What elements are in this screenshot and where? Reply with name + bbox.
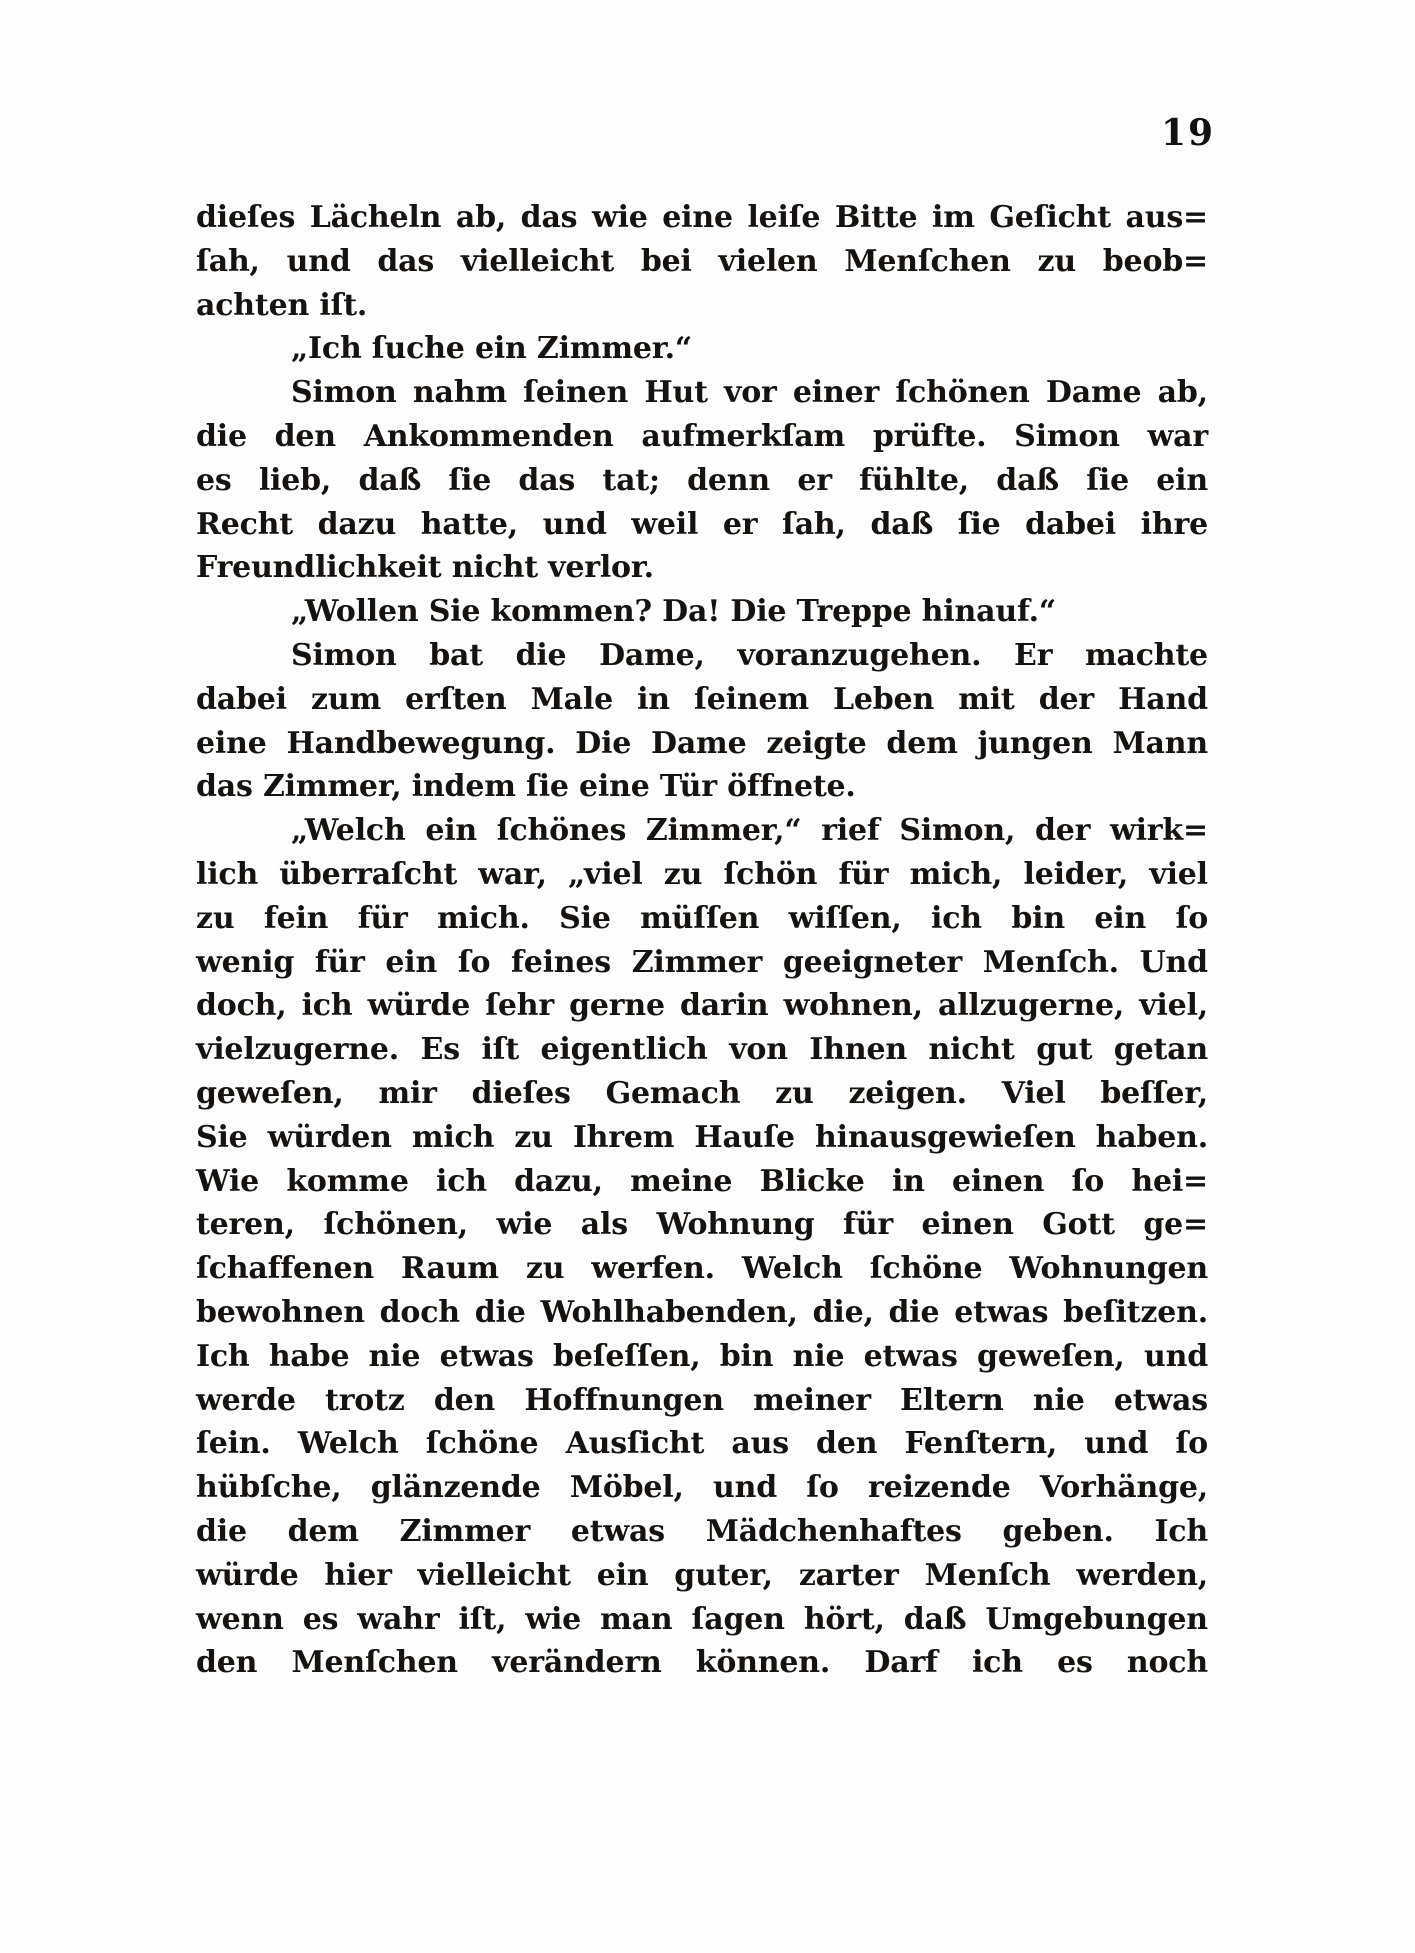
text-line <box>196 1120 1208 1164</box>
word: ein <box>596 1557 649 1593</box>
word: Er <box>1014 637 1053 673</box>
word: wenig <box>196 944 295 980</box>
word: Welch <box>741 1251 843 1287</box>
word: ab, <box>455 200 507 235</box>
word: viel, <box>1139 988 1208 1024</box>
text-line <box>196 463 1208 507</box>
text-line <box>196 901 1208 945</box>
word: Dame <box>651 725 747 761</box>
word: ſchön <box>723 856 818 892</box>
word: für <box>843 1207 893 1243</box>
word: man <box>600 1601 673 1637</box>
text-line <box>196 1076 1208 1120</box>
word: meine <box>630 1163 733 1199</box>
word: voranzugehen. <box>737 637 982 673</box>
word: ein <box>385 944 438 980</box>
word: etwas <box>570 1513 665 1549</box>
text-line <box>196 1645 1208 1689</box>
word: zeigen. <box>848 1075 967 1111</box>
text-line <box>196 1602 1208 1646</box>
word: hier <box>324 1557 392 1593</box>
word: aus= <box>1125 200 1208 235</box>
word: Möbel, <box>569 1470 684 1506</box>
word: dieſes <box>471 1075 571 1111</box>
word: Vorhänge, <box>1039 1470 1208 1506</box>
text-line <box>196 1514 1208 1558</box>
word: im <box>932 200 975 235</box>
word: die <box>196 418 247 454</box>
word: jungen <box>977 725 1093 761</box>
word: vielleicht <box>460 243 615 279</box>
text-line: „Wollen Sie kommen? Da! Die Treppe hinauf.“ <box>291 594 1056 630</box>
word: es <box>196 462 232 498</box>
word: Die <box>575 725 632 761</box>
word: bin <box>719 1338 774 1374</box>
word: weil <box>631 506 699 542</box>
word: iſt <box>481 1032 519 1068</box>
word: von <box>729 1032 788 1068</box>
text-line <box>196 1032 1208 1076</box>
word: würde <box>367 988 471 1024</box>
text-line <box>196 375 1208 419</box>
word: etwas <box>1113 1382 1208 1418</box>
word: beſeſſen, <box>553 1338 701 1374</box>
word: überraſcht <box>279 856 458 892</box>
text-line <box>196 1164 1208 1208</box>
word: und <box>1143 1338 1208 1374</box>
word: Fenſtern, <box>904 1426 1058 1462</box>
word: das <box>377 243 435 279</box>
word: das <box>518 462 576 498</box>
word: Ihrem <box>572 1119 675 1155</box>
word: können. <box>695 1645 831 1681</box>
word: Bitte <box>834 200 918 235</box>
word: Leben <box>833 681 935 717</box>
word: ſah, <box>781 506 846 542</box>
word: ſchönes <box>496 813 627 849</box>
word: zu <box>514 1119 553 1155</box>
word: ab, <box>1157 375 1208 411</box>
word: ſchaffenen <box>196 1251 375 1287</box>
word: „viel <box>568 856 643 892</box>
text-line <box>196 813 1208 857</box>
word: den <box>274 418 336 454</box>
word: Geſicht <box>989 200 1111 235</box>
word: ſagen <box>691 1601 785 1637</box>
word: eine <box>196 725 267 761</box>
word: denn <box>687 462 771 498</box>
word: eine <box>662 200 733 235</box>
text-line <box>196 638 1208 682</box>
text-line <box>196 945 1208 989</box>
word: Menſch. <box>982 944 1119 980</box>
word: ſeinen <box>523 375 629 411</box>
word: machte <box>1084 637 1208 673</box>
word: wirk= <box>1109 813 1208 849</box>
word: wie <box>496 1207 553 1243</box>
text-line <box>196 200 1208 244</box>
word: rief <box>821 813 880 849</box>
word: hatte, <box>420 506 519 542</box>
word: die <box>474 1294 526 1330</box>
text-line <box>196 1383 1208 1427</box>
word: zum <box>311 681 382 717</box>
word: geben. <box>1002 1513 1114 1549</box>
word: iſt, <box>458 1601 507 1637</box>
word: würde <box>196 1557 299 1593</box>
word: ſchöne <box>869 1251 983 1287</box>
word: ſchöne <box>425 1426 539 1462</box>
word: wenn <box>196 1601 284 1637</box>
word: Hauſe <box>694 1119 795 1155</box>
word: ich <box>436 1163 487 1199</box>
text-line <box>196 1295 1208 1339</box>
word: Und <box>1139 944 1208 980</box>
word: dabei <box>1025 506 1117 542</box>
word: Dame, <box>599 637 705 673</box>
word: ſeinem <box>694 681 809 717</box>
word: war <box>1147 418 1208 454</box>
word: beſitzen. <box>1063 1294 1208 1330</box>
word: und <box>1084 1426 1149 1462</box>
word: in <box>891 1163 925 1199</box>
word: Simon <box>1014 418 1120 454</box>
word: ſein. <box>196 1426 271 1462</box>
word: lieb, <box>258 462 332 498</box>
word: daß <box>996 462 1059 498</box>
word: ſo <box>457 944 491 980</box>
word: Ankommenden <box>363 418 614 454</box>
word: doch, <box>196 988 287 1024</box>
word: die, <box>812 1294 874 1330</box>
word: teren, <box>196 1207 295 1243</box>
word: bin <box>1011 900 1065 936</box>
word: wie <box>525 1601 582 1637</box>
text-line <box>196 1207 1208 1251</box>
word: hübſche, <box>196 1470 342 1506</box>
word: mir <box>378 1075 437 1111</box>
word: Recht <box>196 506 293 542</box>
word: allzugerne, <box>938 988 1125 1024</box>
word: hinausgewieſen <box>815 1119 1076 1155</box>
word: Darf <box>864 1645 938 1681</box>
word: leider, <box>1023 856 1129 892</box>
word: dem <box>886 725 958 761</box>
word: glänzende <box>370 1470 541 1506</box>
word: Eltern <box>900 1382 1004 1418</box>
word: Hand <box>1118 681 1208 717</box>
word: geweſen, <box>977 1338 1125 1374</box>
word: dieſes <box>196 200 296 235</box>
text-block <box>196 200 1208 1689</box>
word: lich <box>196 856 259 892</box>
word: Mann <box>1112 725 1208 761</box>
word: haben. <box>1095 1119 1208 1155</box>
word: reizende <box>867 1470 1011 1506</box>
word: Simon, <box>899 813 1016 849</box>
text-line <box>196 1426 1208 1470</box>
word: mit <box>958 681 1015 717</box>
word: als <box>580 1207 628 1243</box>
text-line <box>196 1470 1208 1514</box>
text-line <box>196 507 1208 551</box>
word: er <box>797 462 832 498</box>
text-line <box>196 726 1208 770</box>
word: ſo <box>806 1470 839 1506</box>
word: viel <box>1149 856 1208 892</box>
word: nie <box>368 1338 421 1374</box>
word: Hut <box>644 375 708 411</box>
word: einen <box>921 1207 1014 1243</box>
text-line <box>196 1251 1208 1295</box>
word: ge= <box>1143 1207 1208 1243</box>
word: dazu <box>317 506 397 542</box>
word: dem <box>287 1513 359 1549</box>
word: den <box>433 1382 496 1418</box>
word: Es <box>420 1032 460 1068</box>
word: aus <box>731 1426 789 1462</box>
word: nicht <box>928 1032 1015 1068</box>
word: ein <box>425 813 478 849</box>
word: der <box>1038 681 1094 717</box>
word: Raum <box>401 1251 499 1287</box>
word: hei= <box>1131 1163 1208 1199</box>
word: hört, <box>803 1601 885 1637</box>
word: die <box>196 1513 247 1549</box>
word: werde <box>196 1382 296 1418</box>
word: meiner <box>753 1382 871 1418</box>
word: Wohlhabenden, <box>540 1294 798 1330</box>
word: ſie <box>957 506 1001 542</box>
word: gerne <box>569 988 665 1024</box>
word: den <box>196 1645 258 1681</box>
word: zu <box>196 900 235 936</box>
text-line: Freundlichkeit nicht verlor. <box>196 550 654 586</box>
word: Ausſicht <box>565 1426 705 1462</box>
word: ſehr <box>485 988 554 1024</box>
word: wie <box>591 200 648 235</box>
word: mich <box>411 1119 495 1155</box>
word: darin <box>679 988 769 1024</box>
word: Hoffnungen <box>524 1382 724 1418</box>
word: verändern <box>492 1645 662 1681</box>
word: ſchönen, <box>323 1207 468 1243</box>
word: guter, <box>674 1557 773 1593</box>
word: Ich <box>196 1338 250 1374</box>
word: Ich <box>1154 1513 1208 1549</box>
word: und <box>286 243 351 279</box>
word: Zimmer,“ <box>645 813 802 849</box>
word: Sie <box>559 900 611 936</box>
word: ſchönen <box>895 375 1030 411</box>
word: einen <box>952 1163 1045 1199</box>
word: erſten <box>405 681 507 717</box>
page-number: 19 <box>1161 112 1216 154</box>
word: Umgebungen <box>985 1601 1208 1637</box>
word: ſo <box>1071 1163 1105 1199</box>
word: Ihnen <box>809 1032 907 1068</box>
word: zu <box>663 856 703 892</box>
word: mich, <box>909 856 1003 892</box>
word: zeigte <box>766 725 867 761</box>
word: etwas <box>439 1338 534 1374</box>
word: komme <box>286 1163 409 1199</box>
word: zu <box>775 1075 814 1111</box>
word: werden, <box>1076 1557 1208 1593</box>
word: ſo <box>1175 900 1208 936</box>
word: zu <box>1037 243 1076 279</box>
word: daß <box>358 462 422 498</box>
text-line <box>196 988 1208 1032</box>
word: zarter <box>798 1557 899 1593</box>
word: ich <box>931 900 982 936</box>
word: bat <box>429 637 483 673</box>
word: zu <box>525 1251 565 1287</box>
word: ſie <box>1086 462 1129 498</box>
word: dazu, <box>514 1163 603 1199</box>
word: ein <box>1094 900 1147 936</box>
word: doch <box>379 1294 460 1330</box>
word: eigentlich <box>540 1032 708 1068</box>
word: Blicke <box>759 1163 865 1199</box>
word: Menſchen <box>291 1645 458 1681</box>
word: Zimmer <box>399 1513 531 1549</box>
word: beob= <box>1102 243 1208 279</box>
word: einer <box>792 375 880 411</box>
word: es <box>1057 1645 1093 1681</box>
word: gut <box>1036 1032 1093 1068</box>
word: daß <box>903 1601 967 1637</box>
word: würden <box>267 1119 392 1155</box>
word: müſſen <box>640 900 760 936</box>
word: Lächeln <box>309 200 442 235</box>
word: vielleicht <box>417 1557 571 1593</box>
word: geeigneter <box>782 944 963 980</box>
word: prüfte. <box>872 418 987 454</box>
word: nie <box>1032 1382 1085 1418</box>
word: nahm <box>412 375 507 411</box>
word: Simon <box>291 375 397 411</box>
word: Gott <box>1042 1207 1115 1243</box>
word: fein <box>263 900 329 936</box>
word: Mädchenhaftes <box>705 1513 962 1549</box>
word: ich <box>971 1645 1023 1681</box>
word: noch <box>1126 1645 1208 1681</box>
word: Wohnungen <box>1009 1251 1208 1287</box>
word: Sie <box>196 1119 248 1155</box>
word: der <box>1034 813 1091 849</box>
word: nie <box>792 1338 845 1374</box>
word: wahr <box>357 1601 440 1637</box>
word: Zimmer <box>631 944 763 980</box>
word: habe <box>268 1338 350 1374</box>
word: in <box>637 681 670 717</box>
text-line <box>196 244 1208 288</box>
word: es <box>302 1601 339 1637</box>
word: vielen <box>718 243 818 279</box>
word: die <box>515 637 567 673</box>
word: war, <box>478 856 547 892</box>
word: und <box>712 1470 777 1506</box>
word: trotz <box>325 1382 405 1418</box>
word: etwas <box>954 1294 1049 1330</box>
word: Dame <box>1045 375 1142 411</box>
text-line <box>196 682 1208 726</box>
word: und <box>542 506 607 542</box>
word: beſſer, <box>1100 1075 1208 1111</box>
word: Gemach <box>605 1075 741 1111</box>
word: für <box>838 856 889 892</box>
word: ich <box>301 988 353 1024</box>
word: vielzugerne. <box>196 1032 399 1068</box>
word: etwas <box>863 1338 958 1374</box>
word: ihre <box>1140 506 1208 542</box>
word: werfen. <box>591 1251 715 1287</box>
word: ſo <box>1175 1426 1208 1462</box>
word: er <box>722 506 758 542</box>
word: aufmerkſam <box>641 418 846 454</box>
word: dabei <box>196 681 287 717</box>
text-line <box>196 1339 1208 1383</box>
word: die <box>888 1294 940 1330</box>
word: Viel <box>1001 1075 1066 1111</box>
word: Simon <box>291 637 397 673</box>
text-line <box>196 857 1208 901</box>
word: Menſchen <box>844 243 1011 279</box>
word: wiſſen, <box>788 900 902 936</box>
word: getan <box>1113 1032 1208 1068</box>
word: ſah, <box>196 243 260 279</box>
word: wohnen, <box>783 988 923 1024</box>
word: feines <box>511 944 611 980</box>
word: für <box>357 900 408 936</box>
word: geweſen, <box>196 1075 344 1111</box>
word: Welch <box>297 1426 399 1462</box>
word: für <box>314 944 365 980</box>
word: ein <box>1156 462 1208 498</box>
text-line: achten iſt. <box>196 287 368 323</box>
word: vor <box>723 375 777 411</box>
word: ſie <box>448 462 492 498</box>
word: Male <box>530 681 613 717</box>
text-line: das Zimmer, indem ſie eine Tür öffnete. <box>196 769 856 805</box>
word: das <box>520 200 578 235</box>
word: den <box>816 1426 878 1462</box>
word: mich. <box>437 900 530 936</box>
text-line <box>196 419 1208 463</box>
word: fühlte, <box>859 462 970 498</box>
word: Menſch <box>924 1557 1051 1593</box>
word: bewohnen <box>196 1294 365 1330</box>
word: Wie <box>196 1163 260 1199</box>
text-line: „Ich ſuche ein Zimmer.“ <box>291 331 692 367</box>
word: leiſe <box>747 200 821 235</box>
word: bei <box>640 243 692 279</box>
word: „Welch <box>291 813 406 849</box>
word: Wohnung <box>656 1207 815 1243</box>
text-line <box>196 1558 1208 1602</box>
word: tat; <box>602 462 660 498</box>
word: daß <box>870 506 934 542</box>
word: Handbewegung. <box>286 725 556 761</box>
